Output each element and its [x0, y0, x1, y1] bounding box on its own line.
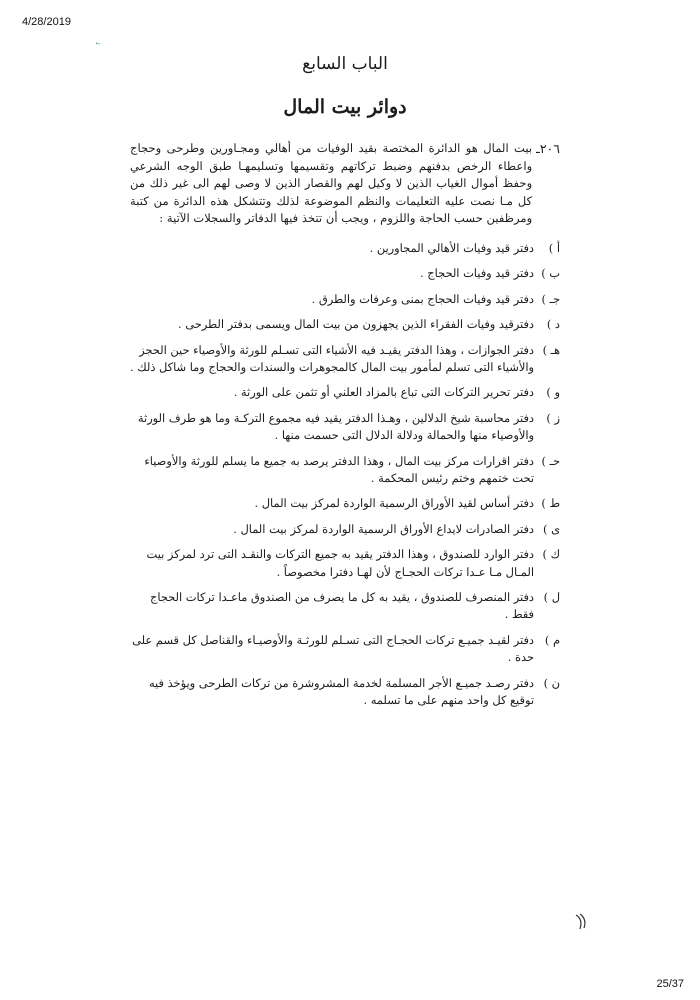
scan-mark-icon — [573, 913, 589, 931]
list-item — [130, 521, 560, 538]
register-list — [130, 240, 560, 710]
item-letter: ى ) — [543, 521, 560, 536]
document-page — [130, 48, 560, 718]
list-item — [130, 632, 560, 667]
item-letter: د ) — [546, 317, 560, 332]
item-letter: ز ) — [546, 410, 560, 425]
item-letter: هـ ) — [542, 342, 560, 357]
item-text: دفتر قيد وفيات الأهالي المجاورين . — [369, 240, 534, 255]
item-text: دفتر أساس لقيد الأوراق الرسمية الواردة لمركز بيت المال . — [254, 496, 534, 511]
item-letter: ن ) — [543, 675, 560, 690]
item-letter: ل ) — [543, 590, 560, 605]
list-item — [130, 265, 560, 282]
item-text: دفتر قيد وفيات الحجاج . — [420, 266, 534, 281]
check-mark-icon: ˾ — [96, 34, 100, 45]
item-letter: م ) — [544, 632, 560, 647]
article-text: بيت المال هو الدائرة المختصة بقيد الوفيات من أهالي ومجـاورين وطرحى وحجاج واعطاء الرخص بدفنهم وضبط تركاتهم وتقسيمها وتسليمهـا طبق الوجه الشرعي وحفظ أموال الغياب الذين لا وكيل لهم والقصار الذين لا وصى لهم الى غير ذلك من كل مـا نصت عليه التعليمات والنظم الموضوعة لذلك وتتشكل هذه الدائرة من كتبة ومرظفين حسب الحاجة واللزوم ، ويجب أن تتخذ فيها الدفاتر والسجلات الآتية : — [130, 141, 533, 226]
item-letter: و ) — [546, 385, 560, 400]
article-paragraph — [130, 140, 560, 228]
list-item — [130, 240, 560, 257]
section-title: دوائر بيت المال — [283, 96, 407, 118]
item-letter: جـ ) — [541, 291, 560, 306]
item-text: دفتر الصادرات لايداع الأوراق الرسمية الواردة لمركز بيت المال . — [233, 521, 534, 536]
article-number: ٢٠٦ـ — [536, 141, 560, 156]
item-letter: ب ) — [541, 266, 560, 281]
item-text: دفتر اقرارات مركز بيت المال ، وهذا الدفتر يرصد به جميع ما يسلم للورثة والأوصياء تحت ختمهم وختم رئيس المحكمة . — [144, 453, 534, 486]
print-date: 4/28/2019 — [22, 16, 71, 28]
list-item — [130, 589, 560, 624]
list-item — [130, 453, 560, 488]
list-item — [130, 384, 560, 401]
item-text: دفتر لقيـد جميـع تركات الحجـاج التى تسـلم للورثـة والأوصيـاء والقناصل كل قسم على حدة . — [132, 632, 534, 665]
page-number: 25/37 — [656, 978, 684, 990]
item-text: دفتر تحرير التركات التى تباع بالمزاد العلني أو تثمن على الورثة . — [233, 385, 534, 400]
list-item — [130, 495, 560, 512]
item-text: دفتر الجوازات ، وهذا الدفتر يقيـد فيه الأشياء التى تسـلم للورثة والأوصياء حين الحجز والأشياء التى تسلم لمأمور بيت المال كالمجوهرات والسندات والحجاج وما شاكل ذلك . — [130, 342, 534, 374]
list-item — [130, 410, 560, 445]
item-text: دفترقيد وفيات الفقراء الذين يجهزون من بيت المال ويسمى بدفتر الطرحى . — [177, 317, 534, 332]
item-text: دفتر رصـد جميـع الأجر المسلمة لخدمة المشروشرة من تركات الطرحى ويؤخذ فيه توقيع كل واحد منهم على ما تسلمه . — [148, 675, 534, 708]
item-letter: أ ) — [548, 240, 560, 255]
item-letter: حـ ) — [541, 453, 560, 468]
list-item — [130, 291, 560, 308]
list-item — [130, 342, 560, 377]
item-text: دفتر قيد وفيات الحجاج بمنى وعرفات والطرق . — [311, 291, 534, 306]
item-text: دفتر الوارد للصندوق ، وهذا الدفتر يقيد به جميع التركات والنقـد التى ترد لمركز بيت المـال مـا عـدا تركات الحجـاج لأن لهـا دفترا مخصوصاً . — [146, 547, 534, 579]
item-text: دفتر المنصرف للصندوق ، يقيد به كل ما يصرف من الصندوق ماعـدا تركات الحجاج فقط . — [149, 590, 534, 622]
list-item — [130, 316, 560, 333]
list-item — [130, 546, 560, 581]
item-letter: ك ) — [542, 547, 560, 562]
item-letter: ط ) — [541, 496, 560, 511]
list-item — [130, 675, 560, 710]
chapter-heading: الباب السابع — [302, 54, 388, 74]
item-text: دفتر محاسبة شيخ الدلالين ، وهـذا الدفتر يقيد فيه مجموع التركـة وما هو طرف الورثة والأوصياء منها والحمالة ودلالة الدلال التى حسمت منها . — [137, 410, 534, 443]
